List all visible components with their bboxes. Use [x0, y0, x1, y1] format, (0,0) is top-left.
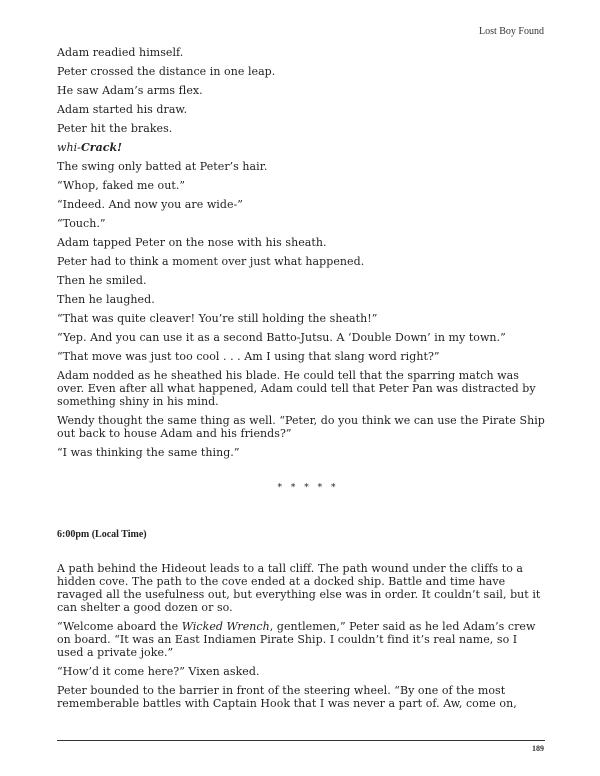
welcome-before: “Welcome aboard the [57, 620, 182, 633]
paragraph: “That was quite cleaver! You’re still holding the sheath!” [57, 312, 378, 325]
narrative-block-1 [57, 46, 547, 135]
paragraph: “Whop, faked me out.” [57, 179, 186, 192]
paragraph: Wendy thought the same thing as well. “Peter, do you think we can use the Pirate Ship out back to house Adam and his friends?” [57, 414, 545, 440]
paragraph: Peter hit the brakes. [57, 122, 173, 135]
paragraph: Peter had to think a moment over just what happened. [57, 255, 365, 268]
paragraph-welcome [57, 620, 547, 659]
scene-break: * * * * * [277, 483, 339, 493]
paragraph: “That move was just too cool . . . Am I using that slang word right?” [57, 350, 440, 363]
sound-effect-prefix: whi- [57, 141, 81, 154]
paragraph: “I was thinking the same thing.” [57, 446, 240, 459]
paragraph: He saw Adam’s arms flex. [57, 84, 203, 97]
paragraph: Peter bounded to the barrier in front of the steering wheel. “By one of the most rememberable battles with Captain Hook that I was never a part of. Aw, come on, [57, 684, 517, 710]
paragraph: Then he smiled. [57, 274, 147, 287]
paragraph: Adam readied himself. [57, 46, 184, 59]
paragraph: A path behind the Hideout leads to a tall cliff. The path wound under the cliffs to a hidden cove. The path to the cove ended at a docked ship. Battle and time have ravaged all the usefulness out, but everything else was in order. It couldn’t sail, but it can shelter a good dozen or so. [57, 562, 541, 614]
section-heading: 6:00pm (Local Time) [57, 529, 147, 540]
paragraph: The swing only batted at Peter’s hair. [57, 160, 268, 173]
narrative-block-3 [57, 562, 547, 710]
paragraph: “Indeed. And now you are wide-” [57, 198, 243, 211]
ship-name: Wicked Wrench [181, 620, 270, 633]
welcome-after: , gentlemen,” Peter said as he led Adam’s crew on board. “It was an East Indiamen Pirate Ship. I couldn’t find it’s real name, so I used a private joke.” [57, 620, 536, 659]
paragraph: “Touch.” [57, 217, 106, 230]
paragraph: Adam nodded as he sheathed his blade. He could tell that the sparring match was over. Even after all what happened, Adam could tell that Peter Pan was distracted by something shiny in his mind. [57, 369, 536, 408]
paragraph: Peter crossed the distance in one leap. [57, 65, 276, 78]
page-number: 189 [532, 744, 544, 753]
paragraph: Then he laughed. [57, 293, 155, 306]
running-header: Lost Boy Found [478, 26, 544, 37]
page-body [57, 46, 547, 716]
sound-effect-line [57, 141, 547, 154]
paragraph: “Yep. And you can use it as a second Batto-Jutsu. A ‘Double Down’ in my town.” [57, 331, 506, 344]
paragraph: Adam tapped Peter on the nose with his sheath. [57, 236, 327, 249]
footer-divider [57, 740, 545, 741]
sound-effect-emphasis: Crack! [80, 141, 123, 154]
narrative-block-2 [57, 160, 547, 459]
paragraph: “How’d it come here?” Vixen asked. [57, 665, 260, 678]
paragraph: Adam started his draw. [57, 103, 188, 116]
